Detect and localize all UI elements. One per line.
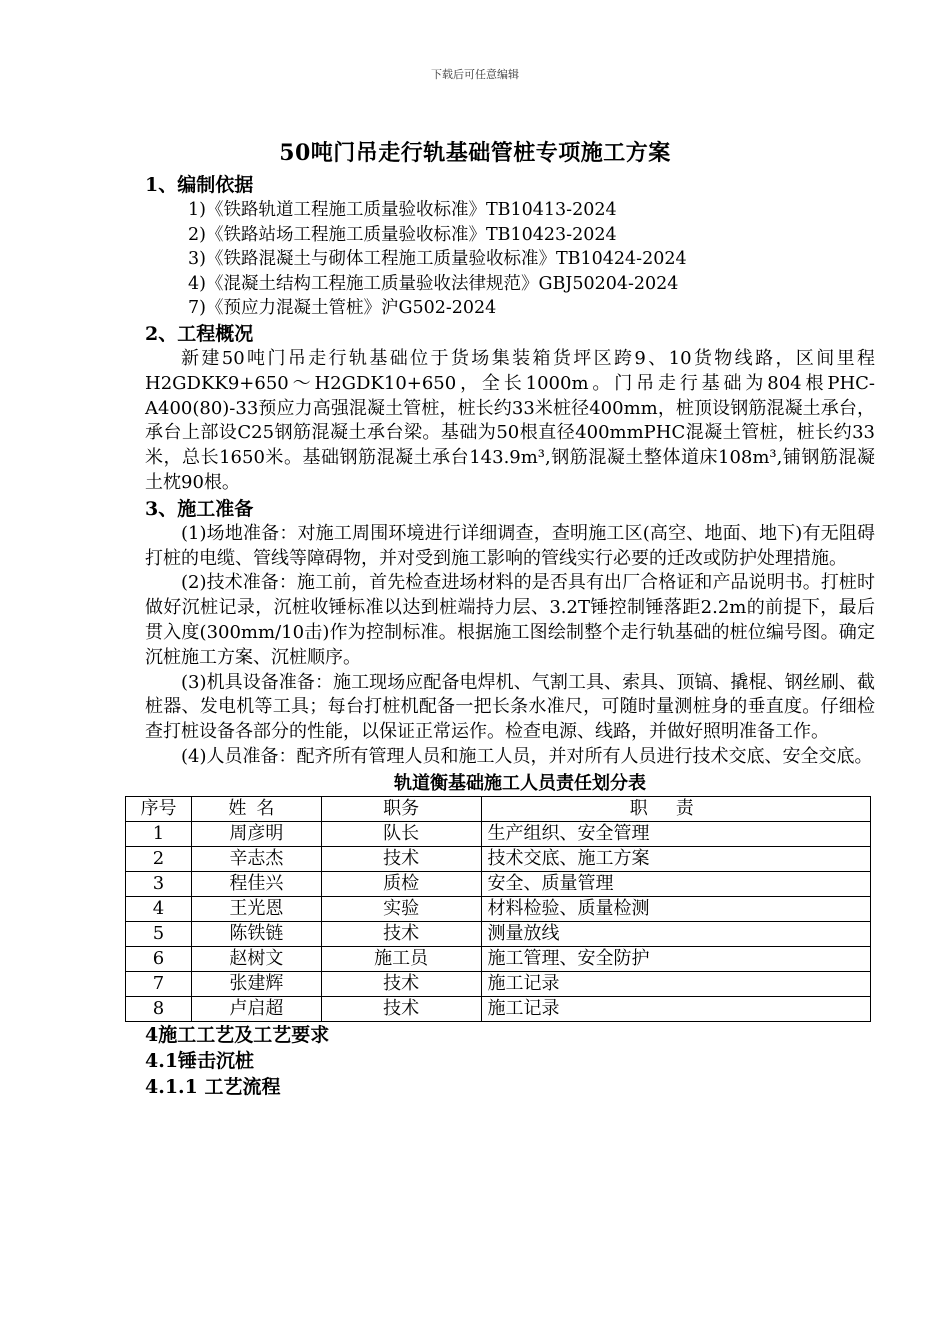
prep-paragraph-equipment: (3)机具设备准备：施工现场应配备电焊机、气割工具、索具、顶镐、撬棍、钢丝刷、截桩器、发电机等工具；每台打桩机配备一把长条水准尺，可随时量测桩身的垂直度。仔细检查打桩设备各部分的性能，以保证正常运作。检查电源、线路，并做好照明准备工作。	[145, 671, 875, 743]
responsibility-table	[125, 796, 871, 1022]
cell-duty: 施工记录	[481, 996, 870, 1021]
cell-position: 技术	[321, 921, 481, 946]
prep-paragraph-tech: (2)技术准备：施工前，首先检查进场材料的是否具有出厂合格证和产品说明书。打桩时做好沉桩记录，沉桩收锤标准以达到桩端持力层、3.2T锤控制锤落距2.2m的前提下，最后贯入度(300mm/10击)作为控制标准。根据施工图绘制整个走行轨基础的桩位编号图。确定沉桩施工方案、沉桩顺序。	[145, 572, 875, 668]
cell-index: 5	[126, 921, 192, 946]
cell-index: 3	[126, 871, 192, 896]
table-row	[126, 971, 871, 996]
cell-position: 质检	[321, 871, 481, 896]
cell-position: 队长	[321, 821, 481, 846]
table-title: 轨道衡基础施工人员责任划分表	[394, 772, 646, 794]
cell-name: 张建辉	[191, 971, 321, 996]
table-row	[126, 946, 871, 971]
section-heading-overview: 2、工程概况	[145, 322, 254, 345]
section-heading-prep: 3、施工准备	[145, 497, 254, 520]
header-cell-name: 姓名	[191, 796, 321, 821]
cell-name: 程佳兴	[191, 871, 321, 896]
overview-paragraph: 新建50吨门吊走行轨基础位于货场集装箱货坪区跨9、10货物线路，区间里程H2GDKK9+650～H2GDK10+650，全长1000m。门吊走行基础为804根PHC-A400(80)-33预应力高强混凝土管桩，桩长约33米桩径400mm，桩顶设钢筋混凝土承台，承台上部设C25钢筋混凝土承台梁。基础为50根直径400mmPHC混凝土管桩，桩长约33米，总长1650米。基础钢筋混凝土承台143.9m³,钢筋混凝土整体道床108m³,铺钢筋混凝土枕90根。	[145, 347, 875, 493]
subsection-heading-process-flow: 4.1.1 工艺流程	[145, 1075, 281, 1098]
table-header-row	[126, 796, 871, 821]
cell-duty: 安全、质量管理	[481, 871, 870, 896]
cell-name: 陈铁链	[191, 921, 321, 946]
cell-name: 赵树文	[191, 946, 321, 971]
table-row	[126, 896, 871, 921]
reference-item: 3)《铁路混凝土与砌体工程施工质量验收标准》TB10424-2024	[188, 249, 687, 270]
cell-duty: 材料检验、质量检测	[481, 896, 870, 921]
cell-duty: 生产组织、安全管理	[481, 821, 870, 846]
cell-index: 8	[126, 996, 192, 1021]
reference-item: 2)《铁路站场工程施工质量验收标准》TB10423-2024	[188, 224, 617, 245]
reference-item: 4)《混凝土结构工程施工质量验收法律规范》GBJ50204-2024	[188, 273, 679, 294]
cell-position: 实验	[321, 896, 481, 921]
cell-position: 技术	[321, 971, 481, 996]
cell-name: 周彦明	[191, 821, 321, 846]
reference-item: 7)《预应力混凝土管桩》沪G502-2024	[188, 298, 497, 319]
cell-name: 辛志杰	[191, 846, 321, 871]
cell-index: 6	[126, 946, 192, 971]
prep-paragraph-staff: (4)人员准备：配齐所有管理人员和施工人员，并对所有人员进行技术交底、安全交底。	[181, 745, 873, 767]
cell-duty: 技术交底、施工方案	[481, 846, 870, 871]
table-row	[126, 821, 871, 846]
header-cell-duty: 职责	[481, 796, 870, 821]
cell-index: 7	[126, 971, 192, 996]
cell-name: 王光恩	[191, 896, 321, 921]
cell-position: 技术	[321, 996, 481, 1021]
table-row	[126, 996, 871, 1021]
cell-position: 技术	[321, 846, 481, 871]
table-row	[126, 921, 871, 946]
header-note: 下载后可任意编辑	[431, 68, 519, 81]
cell-duty: 施工管理、安全防护	[481, 946, 870, 971]
cell-index: 4	[126, 896, 192, 921]
cell-index: 1	[126, 821, 192, 846]
reference-item: 1)《铁路轨道工程施工质量验收标准》TB10413-2024	[188, 200, 617, 220]
cell-position: 施工员	[321, 946, 481, 971]
table-row	[126, 871, 871, 896]
table-row	[126, 846, 871, 871]
header-cell-index: 序号	[126, 796, 192, 821]
document-body	[140, 172, 875, 1100]
document-title: 50吨门吊走行轨基础管桩专项施工方案	[279, 140, 671, 166]
section-heading-process: 4施工工艺及工艺要求	[145, 1023, 330, 1046]
cell-duty: 施工记录	[481, 971, 870, 996]
cell-duty: 测量放线	[481, 921, 870, 946]
cell-index: 2	[126, 846, 192, 871]
cell-name: 卢启超	[191, 996, 321, 1021]
subsection-heading-hammer-piling: 4.1锤击沉桩	[145, 1049, 255, 1072]
header-cell-position: 职务	[321, 796, 481, 821]
prep-paragraph-site: (1)场地准备：对施工周围环境进行详细调查，查明施工区(高空、地面、地下)有无阻碍打桩的电缆、管线等障碍物，并对受到施工影响的管线实行必要的迁改或防护处理措施。	[145, 522, 875, 569]
section-heading-basis: 1、编制依据	[145, 174, 254, 196]
